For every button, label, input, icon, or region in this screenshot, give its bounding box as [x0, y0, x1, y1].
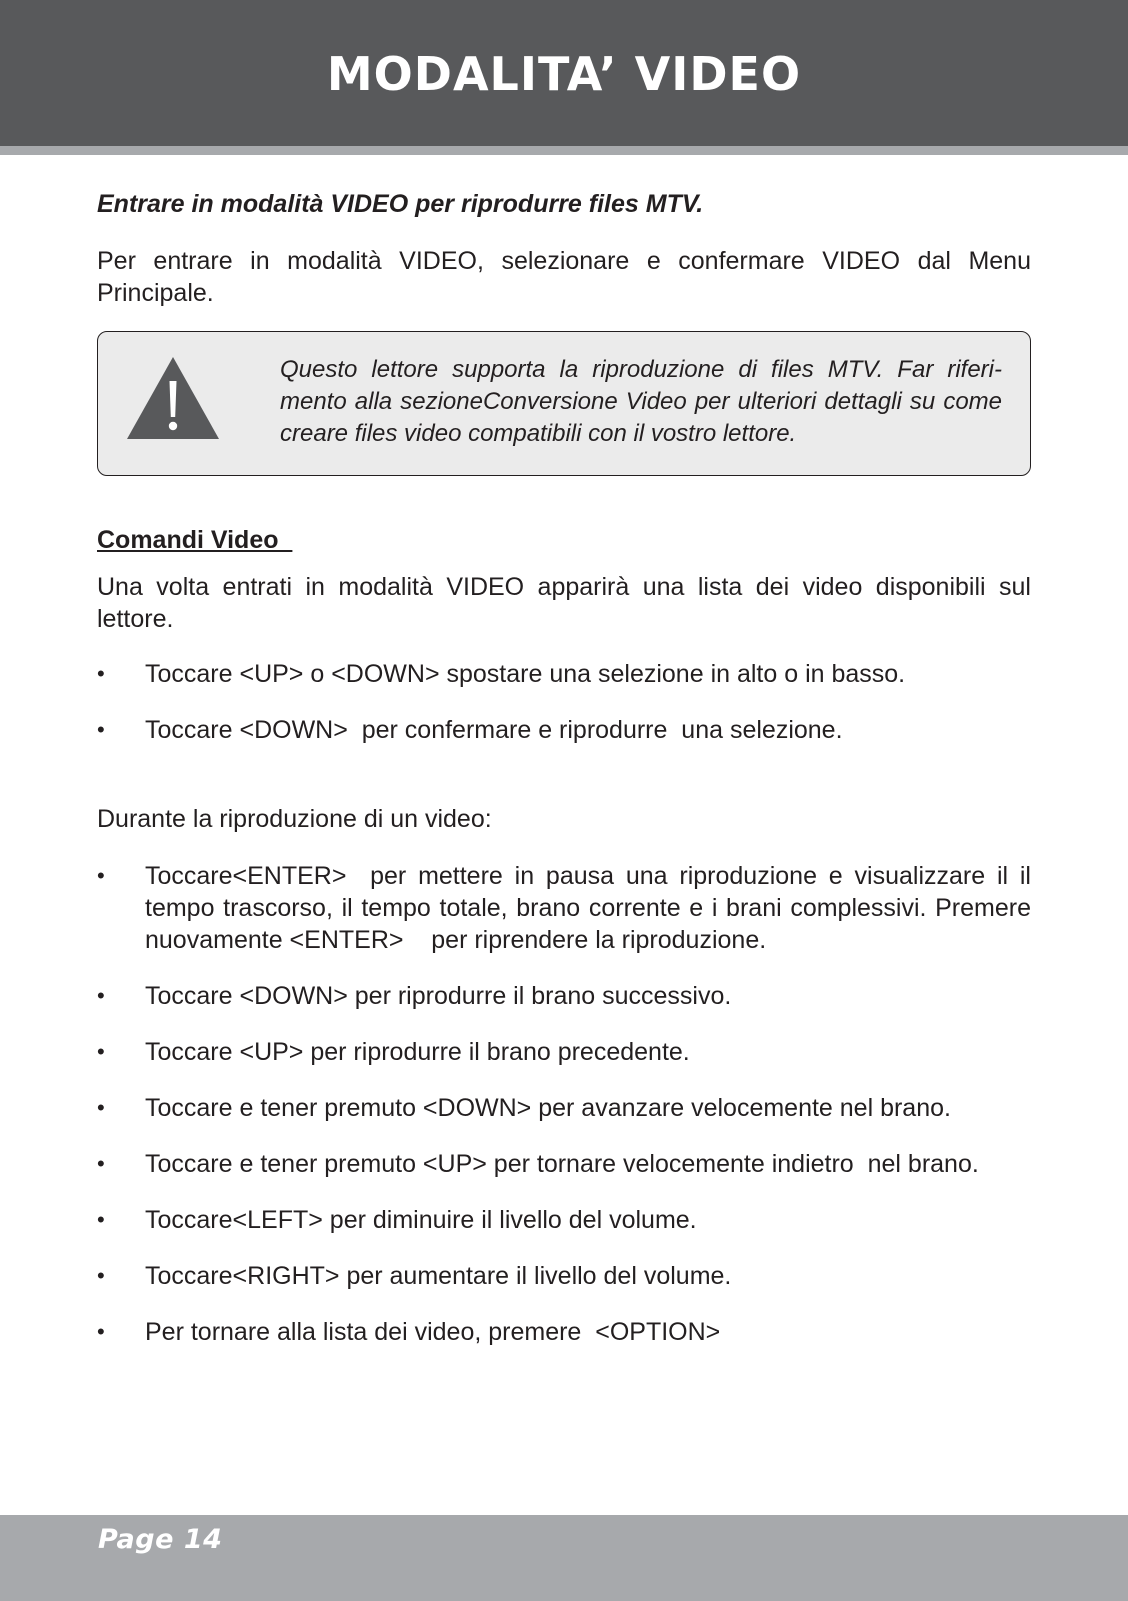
- bullet-mark: •: [97, 983, 105, 1008]
- list-item-text: Toccare <UP> o <DOWN> spostare una selezione in alto o in basso.: [145, 660, 906, 688]
- list-item: [97, 980, 1031, 1012]
- list-item-text: Toccare <UP> per riprodurre il brano precedente.: [145, 1038, 690, 1066]
- list-item-text: Toccare <DOWN> per riprodurre il brano successivo.: [145, 982, 732, 1010]
- list-item-text: Toccare<LEFT> per diminuire il livello del volume.: [145, 1206, 697, 1234]
- bullet-mark: •: [97, 863, 105, 888]
- playback-intro-paragraph: Durante la riproduzione di un video:: [97, 805, 492, 833]
- list-intro-paragraph: Una volta entrati in modalità VIDEO apparirà una lista dei video disponibili sul lettore.: [97, 573, 1031, 633]
- list-item-text: Toccare<RIGHT> per aumentare il livello del volume.: [145, 1262, 732, 1290]
- bullet-mark: •: [97, 1151, 105, 1176]
- list-item-text: Toccare<ENTER> per mettere in pausa una riproduzione e visualizzare il il tempo trascorso, il tempo totale, brano corrente e i brani complessivi. Premere nuovamente <ENTER> per riprendere la riproduzione.: [145, 862, 1038, 954]
- note-text: Questo lettore supporta la riproduzione di files MTV. Far riferi-mento alla sezioneConversione Video per ulteriori dettagli su come creare files video compatibili con il vostro lettore.: [280, 356, 1002, 447]
- note-box: [97, 331, 1031, 476]
- intro-paragraph: Per entrare in modalità VIDEO, selezionare e confermare VIDEO dal Menu Principale.: [97, 247, 1031, 307]
- list-item: [97, 714, 1031, 746]
- header-stripe: [0, 146, 1128, 155]
- list-item-text: Toccare e tener premuto <DOWN> per avanzare velocemente nel brano.: [145, 1094, 951, 1122]
- list-item: [97, 1092, 1031, 1124]
- bullet-mark: •: [97, 1095, 105, 1120]
- bullet-mark: •: [97, 1263, 105, 1288]
- list-item: [97, 1316, 1031, 1348]
- list-item: [97, 1036, 1031, 1068]
- section-subtitle: Entrare in modalità VIDEO per riprodurre files MTV.: [97, 190, 704, 218]
- list-item: [97, 1260, 1031, 1292]
- bullet-mark: •: [97, 1039, 105, 1064]
- list-item-text: Toccare e tener premuto <UP> per tornare velocemente indietro nel brano.: [145, 1150, 979, 1178]
- list-item: [97, 860, 1038, 956]
- page-number: Page 14: [98, 1524, 223, 1555]
- controls-heading: Comandi Video: [97, 526, 293, 554]
- list-navigation-bullets: [97, 658, 1031, 770]
- list-item: [97, 1148, 1031, 1180]
- bullet-mark: •: [97, 1319, 105, 1344]
- warning-triangle-icon: [125, 355, 221, 441]
- page-title: MODALITA’ VIDEO: [326, 47, 802, 101]
- bullet-mark: •: [97, 717, 105, 742]
- bullet-mark: •: [97, 1207, 105, 1232]
- bullet-mark: •: [97, 661, 105, 686]
- list-item: [97, 1204, 1031, 1236]
- playback-controls-bullets: [97, 860, 1038, 1372]
- list-item: [97, 658, 1031, 690]
- list-item-text: Toccare <DOWN> per confermare e riprodurre una selezione.: [145, 716, 843, 744]
- list-item-text: Per tornare alla lista dei video, premere <OPTION>: [145, 1318, 721, 1346]
